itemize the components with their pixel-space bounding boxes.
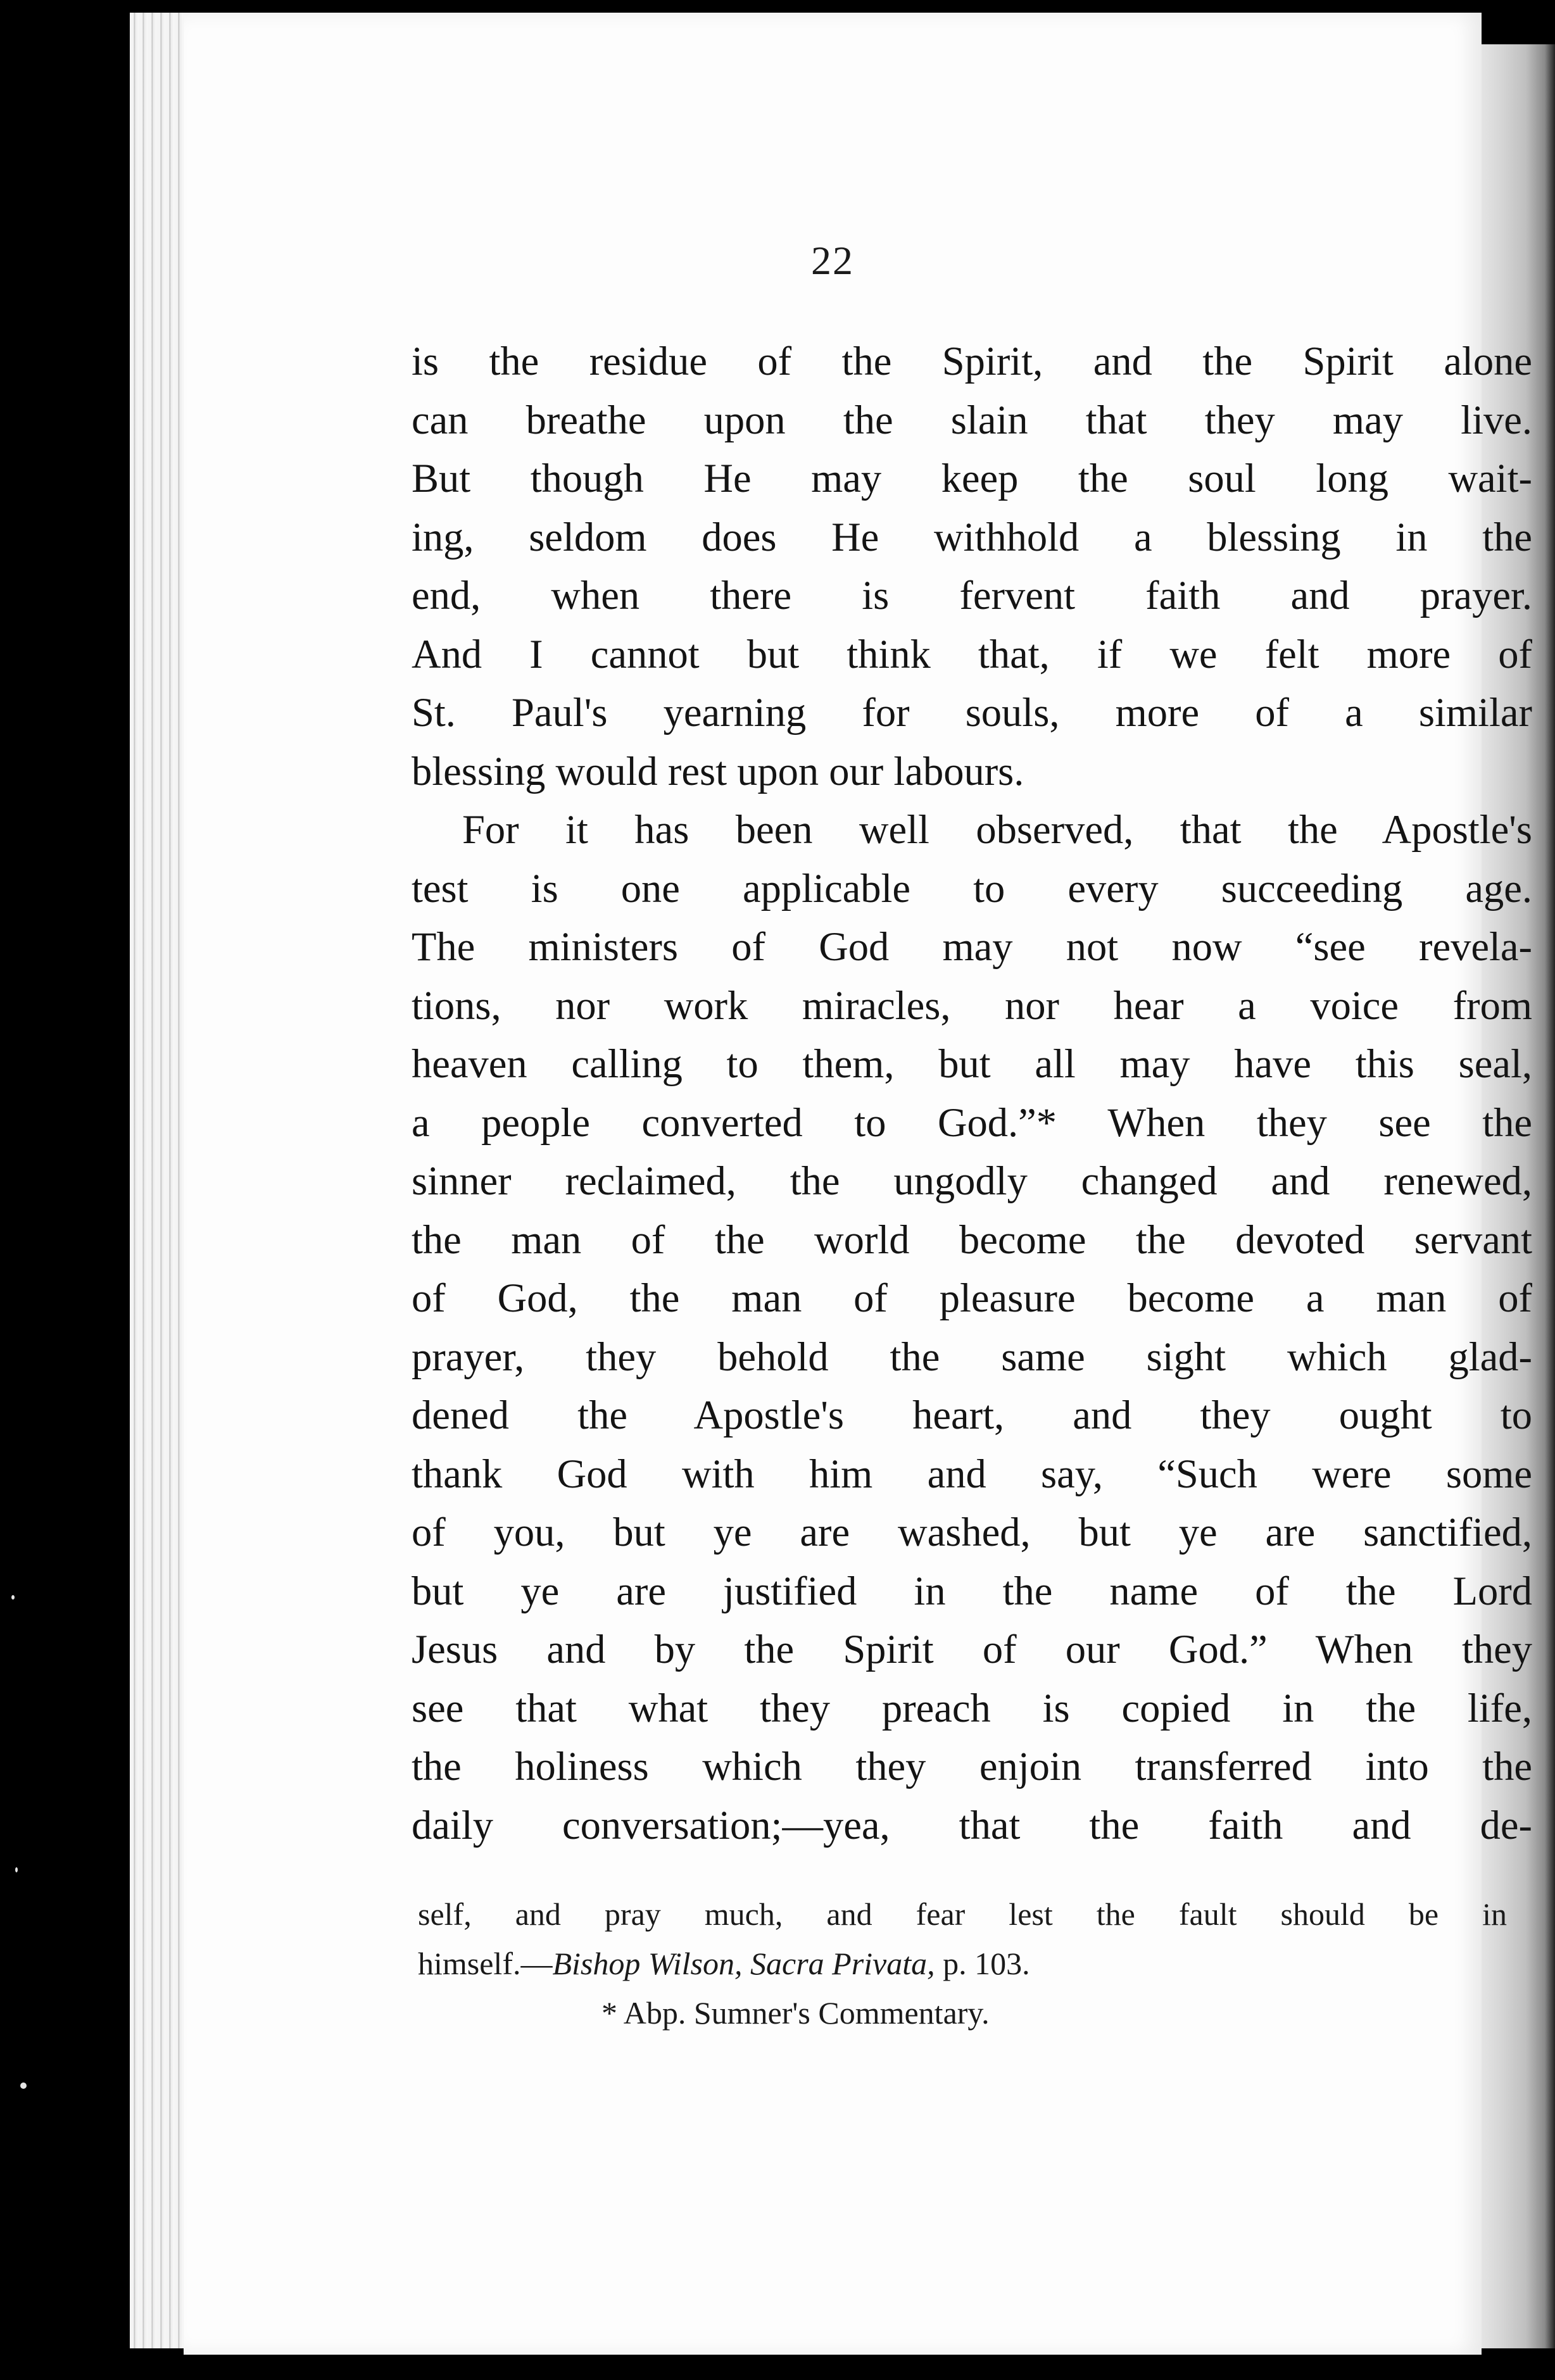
page-number: 22 xyxy=(811,238,854,283)
text-line-paragraph-start: For it has been well observed, that the Apostle's xyxy=(462,807,1532,852)
book-page-edges-left xyxy=(130,13,187,2348)
text-line: is the residue of the Spirit, and the Spirit alone xyxy=(412,339,1532,384)
text-line: daily conversation;—yea, that the faith and de- xyxy=(412,1802,1532,1848)
text-line: end, when there is fervent faith and prayer. xyxy=(412,573,1532,618)
text-line: thank God with him and say, “Such were some xyxy=(412,1451,1532,1496)
text-line: of God, the man of pleasure become a man of xyxy=(412,1275,1532,1320)
text-line: tions, nor work miracles, nor hear a voice from xyxy=(412,982,1532,1028)
text-line: but ye are justified in the name of the Lord xyxy=(412,1568,1532,1613)
footnote-line: self, and pray much, and fear lest the fault should be in xyxy=(418,1896,1507,1932)
scan-speck xyxy=(11,1595,15,1600)
text-line: blessing would rest upon our labours. xyxy=(412,748,1024,794)
text-line: a people converted to God.”* When they see the xyxy=(412,1099,1532,1145)
text-line: of you, but ye are washed, but ye are sanctified, xyxy=(412,1510,1532,1555)
footnotes xyxy=(418,1889,1507,2038)
text-line: St. Paul's yearning for souls, more of a similar xyxy=(412,690,1532,735)
text-line: test is one applicable to every succeeding age. xyxy=(412,865,1532,911)
text-line: Jesus and by the Spirit of our God.” When they xyxy=(412,1627,1532,1672)
book-page xyxy=(184,13,1532,2355)
text-line: heaven calling to them, but all may have this seal, xyxy=(412,1041,1532,1086)
text-line: can breathe upon the slain that they may live. xyxy=(412,397,1532,442)
footnote-citation xyxy=(418,1939,1507,1988)
text-line: But though He may keep the soul long wait- xyxy=(412,456,1532,501)
text-line: sinner reclaimed, the ungodly changed and renewed, xyxy=(412,1158,1532,1203)
footnote-source-italic: Bishop Wilson, Sacra Privata, xyxy=(552,1946,935,1981)
text-line: prayer, they behold the same sight which glad- xyxy=(412,1334,1532,1379)
footnote-page-ref: p. 103. xyxy=(935,1946,1030,1981)
text-line: the holiness which they enjoin transferred into the xyxy=(412,1744,1532,1789)
footnote-asterisk: * Abp. Sumner's Commentary. xyxy=(601,1995,990,2031)
footnote-text: himself.— xyxy=(418,1946,553,1981)
text-line: the man of the world become the devoted servant xyxy=(412,1217,1532,1262)
text-line: dened the Apostle's heart, and they ought to xyxy=(412,1393,1532,1437)
text-line: The ministers of God may not now “see revela- xyxy=(412,924,1532,969)
scan-speck xyxy=(20,2082,27,2089)
text-line: And I cannot but think that, if we felt more of xyxy=(412,631,1532,677)
scan-speck xyxy=(15,1867,18,1872)
text-line: see that what they preach is copied in the life, xyxy=(412,1685,1532,1731)
body-text xyxy=(412,332,1532,1855)
text-line: ing, seldom does He withhold a blessing in the xyxy=(412,514,1532,560)
